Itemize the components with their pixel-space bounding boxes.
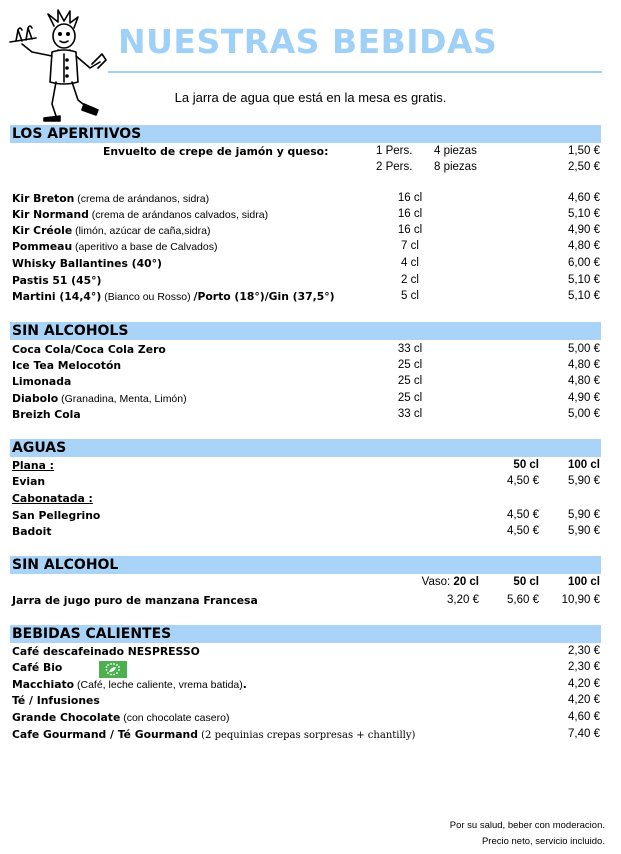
- price-100cl: 5,90 €: [568, 525, 600, 537]
- aguas-subheader-cabonatada: [0, 492, 621, 508]
- item-name: Macchiato (Café, leche caliente, vrema batida).: [12, 678, 247, 691]
- price: 4,60 €: [568, 711, 600, 723]
- volume: 2 cl: [401, 274, 419, 286]
- menu-item: [0, 224, 621, 240]
- pieces: 4 piezas: [434, 145, 477, 157]
- item-name: San Pellegrino: [12, 509, 101, 522]
- menu-item: [0, 661, 621, 677]
- item-desc: (limón, azúcar de caña,sidra): [72, 225, 211, 237]
- menu-item: [0, 375, 621, 391]
- menu-item: [0, 240, 621, 256]
- price: 7,40 €: [568, 728, 600, 740]
- footer-service: Precio neto, servicio incluido.: [481, 836, 605, 847]
- menu-item: [0, 359, 621, 375]
- menu-item: [0, 257, 621, 273]
- item-name: Cafe Gourmand / Té Gourmand (2 pequinias crepas sorpresas + chantilly): [12, 728, 416, 741]
- section-sin-alcohol-header: [10, 556, 601, 574]
- price: 4,90 €: [568, 224, 600, 236]
- section-heading: SIN ALCOHOL: [12, 557, 119, 573]
- menu-item: [0, 694, 621, 710]
- item-name: Pastis 51 (45°): [12, 274, 102, 287]
- col-50cl-header: 50 cl: [513, 576, 539, 588]
- item-name: Kir Normand (crema de arándanos calvados, sidra): [12, 208, 269, 221]
- subheading: Plana :: [12, 459, 54, 472]
- item-name: Envuelto de crepe de jamón y queso:: [103, 145, 329, 158]
- item-name: Café Bio: [12, 661, 63, 674]
- item-desc: (Bianco ou Rosso): [101, 291, 194, 303]
- section-heading: BEBIDAS CALIENTES: [12, 626, 172, 642]
- item-desc: (Granadina, Menta, Limón): [58, 393, 187, 405]
- volume: 25 cl: [397, 392, 423, 404]
- section-sin-alcohols-header: [10, 322, 601, 340]
- price: 6,00 €: [568, 257, 600, 269]
- price: 4,80 €: [568, 359, 600, 371]
- menu-item: [0, 274, 621, 290]
- price: 4,80 €: [568, 240, 600, 252]
- item-name: Martini (14,4°) (Bianco ou Rosso) /Porto (18°)/Gin (37,5°): [12, 290, 335, 303]
- menu-item: [0, 192, 621, 208]
- item-name: Café descafeinado NESPRESSO: [12, 645, 200, 658]
- menu-item: [0, 208, 621, 224]
- persons: 2 Pers.: [376, 161, 413, 173]
- item-name: Evian: [12, 475, 46, 488]
- item-desc: (2 pequinias crepas sorpresas + chantilly): [197, 730, 416, 741]
- price: 4,20 €: [568, 694, 600, 706]
- aguas-subheader-plana: [0, 459, 621, 475]
- persons: 1 Pers.: [376, 145, 413, 157]
- jugo-column-headers: [0, 576, 621, 592]
- pieces: 8 piezas: [434, 161, 477, 173]
- menu-item: [0, 290, 621, 306]
- price: 2,50 €: [568, 161, 600, 173]
- item-desc: (aperitivo a base de Calvados): [72, 241, 218, 253]
- volume: 7 cl: [401, 240, 419, 252]
- price: 5,10 €: [568, 208, 600, 220]
- title-underline: [108, 71, 602, 73]
- page-title: NUESTRAS BEBIDAS: [118, 22, 498, 61]
- price: 2,30 €: [568, 661, 600, 673]
- menu-item: [0, 392, 621, 408]
- volume: 25 cl: [397, 359, 423, 371]
- volume: 33 cl: [397, 408, 423, 420]
- item-name: Ice Tea Melocotón: [12, 359, 122, 372]
- crepe-row-1: [0, 145, 621, 161]
- price: 4,60 €: [568, 192, 600, 204]
- price: 4,90 €: [568, 392, 600, 404]
- footer-moderation: Por su salud, beber con moderacion.: [449, 820, 605, 831]
- price: 5,10 €: [568, 290, 600, 302]
- section-aguas-header: [10, 439, 601, 457]
- crepe-row-2: [0, 161, 621, 177]
- price-50cl: 5,60 €: [507, 594, 539, 606]
- item-name: Té / Infusiones: [12, 694, 100, 707]
- menu-item: [0, 728, 621, 744]
- volume: 4 cl: [401, 257, 419, 269]
- item-desc: (crema de arándanos, sidra): [74, 193, 210, 205]
- item-name: Grande Chocolate (con chocolate casero): [12, 711, 230, 724]
- price-100cl: 5,90 €: [568, 475, 600, 487]
- menu-item: [0, 343, 621, 359]
- menu-item: [0, 678, 621, 694]
- price-50cl: 4,50 €: [507, 525, 539, 537]
- item-desc: (crema de arándanos calvados, sidra): [88, 209, 269, 221]
- price-50cl: 4,50 €: [507, 475, 539, 487]
- free-water-note: La jarra de agua que está en la mesa es gratis.: [174, 90, 447, 105]
- volume: 5 cl: [401, 290, 419, 302]
- price: 5,00 €: [568, 343, 600, 355]
- price: 1,50 €: [568, 145, 600, 157]
- price-100cl: 10,90 €: [561, 594, 600, 606]
- price: 5,10 €: [568, 274, 600, 286]
- section-heading: LOS APERITIVOS: [12, 126, 142, 142]
- volume: 16 cl: [397, 224, 423, 236]
- col-20cl-header: Vaso: 20 cl: [421, 576, 479, 588]
- col-100cl-header: 100 cl: [568, 576, 600, 588]
- item-name: Breizh Cola: [12, 408, 81, 421]
- price: 5,00 €: [568, 408, 600, 420]
- section-aperitivos-header: [10, 125, 601, 143]
- item-name: Badoit: [12, 525, 52, 538]
- price-100cl: 5,90 €: [568, 509, 600, 521]
- price-50cl: 4,50 €: [507, 509, 539, 521]
- item-desc: (Café, leche caliente, vrema batida): [74, 679, 243, 691]
- item-name: Whisky Ballantines (40°): [12, 257, 162, 270]
- item-desc: (con chocolate casero): [120, 712, 230, 724]
- menu-item: [0, 509, 621, 525]
- price: 2,30 €: [568, 645, 600, 657]
- item-name: Kir Créole (limón, azúcar de caña,sidra): [12, 224, 211, 237]
- item-name: Kir Breton (crema de arándanos, sidra): [12, 192, 210, 205]
- volume: 25 cl: [397, 375, 423, 387]
- item-name: Coca Cola/Coca Cola Zero: [12, 343, 166, 356]
- waiter-illustration: [8, 8, 108, 124]
- menu-item: [0, 525, 621, 541]
- subheading: Cabonatada :: [12, 492, 93, 505]
- item-name: Limonada: [12, 375, 72, 388]
- menu-item: [0, 475, 621, 491]
- price-20cl: 3,20 €: [447, 594, 479, 606]
- menu-item: [0, 711, 621, 727]
- col-100cl-header: 100 cl: [568, 459, 600, 471]
- item-name: Diabolo (Granadina, Menta, Limón): [12, 392, 187, 405]
- col-50cl-header: 50 cl: [513, 459, 539, 471]
- price: 4,20 €: [568, 678, 600, 690]
- item-name: Jarra de jugo puro de manzana Francesa: [12, 594, 258, 607]
- section-heading: AGUAS: [12, 440, 67, 456]
- section-calientes-header: [10, 625, 601, 643]
- menu-item: [0, 645, 621, 661]
- volume: 33 cl: [397, 343, 423, 355]
- menu-item: [0, 408, 621, 424]
- section-heading: SIN ALCOHOLS: [12, 323, 129, 339]
- item-name: Pommeau (aperitivo a base de Calvados): [12, 240, 218, 253]
- volume: 16 cl: [397, 192, 423, 204]
- menu-item: [0, 594, 621, 610]
- volume: 16 cl: [397, 208, 423, 220]
- price: 4,80 €: [568, 375, 600, 387]
